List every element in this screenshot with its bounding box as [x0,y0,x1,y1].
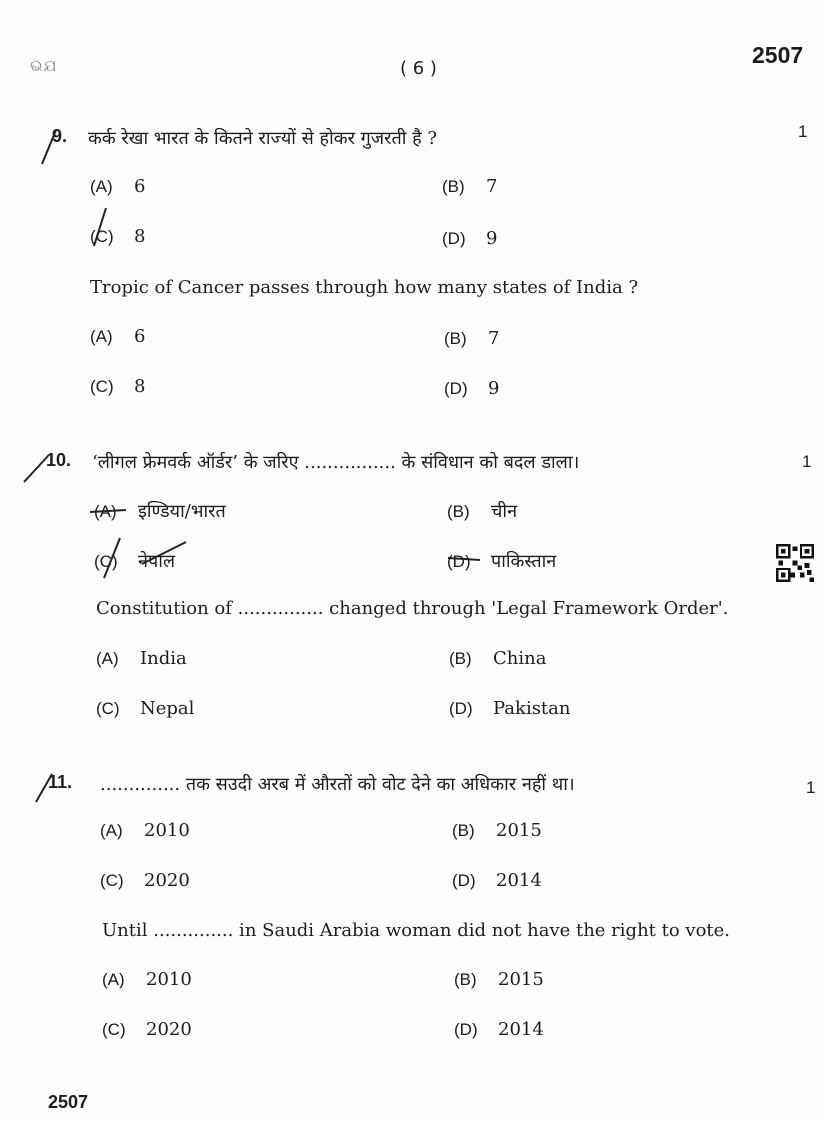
option-d [444,378,499,399]
option-label: (A) [90,177,113,196]
question-marks: 1 [798,122,808,141]
option-value: Pakistan [493,698,571,719]
option-c [102,1019,192,1040]
pen-tick-mark-icon [38,128,62,168]
option-label: (A) [100,821,123,840]
option-a [90,326,145,347]
option-label: (A) [94,502,117,521]
question-text-english: Tropic of Cancer passes through how many states of India ? [90,277,639,298]
question-marks: 1 [806,778,816,797]
option-value: 8 [134,376,146,397]
option-value: 8 [134,226,146,247]
option-value: 6 [134,326,146,347]
option-value: 2015 [496,820,542,841]
option-b [447,499,517,523]
option-label: (B) [447,502,470,521]
option-label: (B) [444,329,467,348]
option-d [452,870,542,891]
option-value: 6 [134,176,146,197]
question-number: 11. [48,772,73,792]
option-d [454,1019,544,1040]
option-value: India [140,648,187,669]
option-value: 2020 [144,870,190,891]
pen-tick-mark-icon [22,452,52,486]
option-label: (D) [447,552,471,571]
option-a [102,969,192,990]
corner-mark: ଭଯ [30,56,58,75]
option-c [90,376,145,397]
pen-strike-mark-icon [90,534,190,584]
pen-tick-mark-icon [32,770,56,806]
option-c [96,698,194,719]
option-value: Nepal [140,698,195,719]
question-number: 10. [46,450,72,470]
option-label: (C) [102,1020,126,1039]
question-text-hindi: ‘लीगल फ्रेमवर्क ऑर्डर’ के जरिए ................ के संविधान को बदल डाला। [92,452,580,473]
option-b [454,969,544,990]
paper-code-bottom: 2507 [48,1092,89,1112]
question-text-english: Constitution of ............... changed through 'Legal Framework Order'. [96,598,729,619]
option-a [100,820,190,841]
option-d [449,698,571,719]
option-value: 7 [488,328,500,349]
option-a [96,648,187,669]
option-value: China [493,648,547,669]
question-marks: 1 [802,452,812,471]
page-number: ( 6 ) [400,58,437,79]
option-value: 9 [486,228,498,249]
option-label: (A) [102,970,125,989]
option-label: (D) [444,379,468,398]
option-label: (C) [96,699,120,718]
option-label: (C) [90,377,114,396]
pen-tick-mark-icon [86,206,116,250]
option-value: 9 [488,378,500,399]
pen-strike-mark-icon [446,546,482,572]
option-label: (A) [90,327,113,346]
option-value: 7 [486,176,498,197]
option-d [442,228,497,249]
option-value: 2014 [496,870,542,891]
question-text-hindi: .............. तक सउदी अरब में औरतों को वोट देने का अधिकार नहीं था। [100,774,575,795]
pen-strike-mark-icon [88,498,128,522]
question-text-english: Until .............. in Saudi Arabia woman did not have the right to vote. [102,920,731,941]
option-value: चीन [491,501,518,522]
option-a [90,176,145,197]
option-value: नेपाल [138,551,176,572]
question-number: 9. [52,126,68,146]
option-b [452,820,542,841]
option-label: (D) [454,1020,478,1039]
question-text-hindi: कर्क रेखा भारत के कितने राज्यों से होकर गुजरती है ? [88,128,438,149]
option-c [100,870,190,891]
option-b [449,648,546,669]
option-label: (B) [452,821,475,840]
option-label: (D) [452,871,476,890]
option-value: 2010 [144,820,190,841]
option-label: (C) [94,552,118,571]
option-value: पाकिस्तान [491,551,557,572]
option-label: (B) [442,177,465,196]
option-label: (B) [449,649,472,668]
option-value: 2015 [498,969,544,990]
option-value: 2010 [146,969,192,990]
option-label: (C) [90,227,114,246]
qr-code-icon [775,544,815,582]
option-label: (D) [449,699,473,718]
paper-code-top: 2507 [752,42,804,68]
option-label: (C) [100,871,124,890]
option-b [444,328,499,349]
option-label: (B) [454,970,477,989]
option-b [442,176,497,197]
option-value: इण्डिया/भारत [138,501,226,522]
option-value: 2014 [498,1019,544,1040]
option-label: (A) [96,649,119,668]
option-value: 2020 [146,1019,192,1040]
option-label: (D) [442,229,466,248]
